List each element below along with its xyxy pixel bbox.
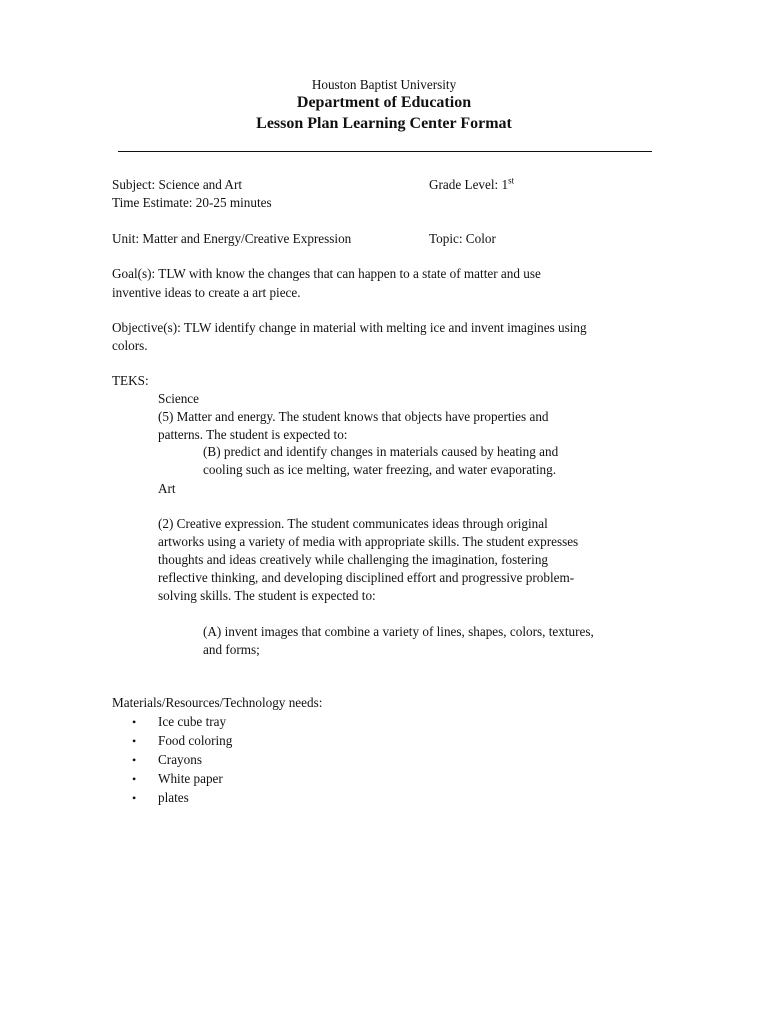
teks-art-label: Art [158, 481, 176, 496]
goal-line-1: Goal(s): TLW with know the changes that can happen to a state of matter and use [112, 266, 541, 281]
teks-art-a-line-2: and forms; [203, 642, 260, 657]
time-estimate: Time Estimate: 20-25 minutes [112, 195, 272, 210]
topic-line: Topic: Color [429, 231, 496, 246]
teks-science-b-line-1: (B) predict and identify changes in materials caused by heating and [203, 444, 559, 459]
materials-item: Crayons [158, 752, 202, 767]
department-heading: Department of Education [296, 94, 472, 111]
grade-level-suffix: st [508, 175, 515, 186]
teks-art-2-line-4: reflective thinking, and developing disciplined effort and progressive problem- [158, 570, 575, 585]
bullet-icon: • [132, 791, 137, 805]
teks-art-2-line-3: thoughts and ideas creatively while challenging the imagination, fostering [158, 552, 549, 567]
teks-heading: TEKS: [112, 373, 149, 388]
bullet-icon: • [132, 772, 137, 786]
bullet-icon: • [132, 715, 137, 729]
teks-art-2-line-5: solving skills. The student is expected to: [158, 588, 376, 603]
unit-line: Unit: Matter and Energy/Creative Expression [112, 231, 352, 246]
materials-item: Food coloring [158, 733, 233, 748]
bullet-icon: • [132, 753, 137, 767]
objective-line-2: colors. [112, 338, 148, 353]
teks-science-b-line-2: cooling such as ice melting, water freezing, and water evaporating. [203, 462, 556, 477]
teks-science-label: Science [158, 391, 200, 406]
materials-item: Ice cube tray [158, 714, 227, 729]
materials-item: plates [158, 790, 189, 805]
document-title: Lesson Plan Learning Center Format [256, 115, 512, 132]
subject-line: Subject: Science and Art [112, 177, 243, 192]
teks-art-2-line-1: (2) Creative expression. The student communicates ideas through original [158, 516, 548, 531]
university-name: Houston Baptist University [311, 77, 457, 92]
teks-art-a-line-1: (A) invent images that combine a variety of lines, shapes, colors, textures, [203, 624, 594, 639]
header-divider [118, 151, 652, 152]
bullet-icon: • [132, 734, 137, 748]
teks-art-2-line-2: artworks using a variety of media with appropriate skills. The student expresses [158, 534, 579, 549]
objective-line-1: Objective(s): TLW identify change in material with melting ice and invent imagines using [112, 320, 587, 335]
teks-science-5-line-2: patterns. The student is expected to: [158, 427, 348, 442]
materials-item: White paper [158, 771, 223, 786]
grade-level [429, 176, 514, 194]
teks-science-5-line-1: (5) Matter and energy. The student knows that objects have properties and [158, 409, 549, 424]
goal-line-2: inventive ideas to create a art piece. [112, 285, 301, 300]
grade-level-text: Grade Level: 1 [429, 177, 509, 192]
materials-heading: Materials/Resources/Technology needs: [112, 695, 323, 710]
